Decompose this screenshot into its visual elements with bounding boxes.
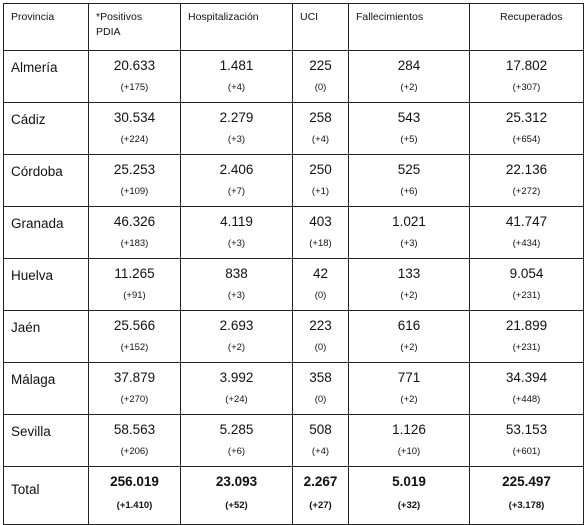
- daily-change: (+6): [400, 186, 418, 197]
- cumulative-value: 2.267: [303, 474, 338, 489]
- cumulative-value: 616: [397, 318, 421, 333]
- cumulative-value: 1.021: [392, 214, 426, 229]
- data-cell: [181, 103, 293, 155]
- data-cell: [89, 259, 181, 311]
- daily-change: (+2): [400, 82, 418, 93]
- data-cell: [349, 259, 470, 311]
- daily-change: (+18): [309, 238, 332, 249]
- data-cell: [293, 415, 349, 467]
- daily-change: (+3): [400, 238, 418, 249]
- data-cell: [470, 415, 584, 467]
- daily-change: (+52): [225, 500, 248, 511]
- cumulative-value: 41.747: [505, 214, 548, 229]
- data-cell: [89, 311, 181, 363]
- daily-change: (0): [314, 82, 327, 93]
- data-cell: [89, 207, 181, 259]
- header-provincia: Provincia: [4, 4, 89, 51]
- daily-change: (+109): [120, 186, 149, 197]
- data-cell: [181, 415, 293, 467]
- data-cell: [181, 363, 293, 415]
- cumulative-value: 5.285: [219, 422, 254, 437]
- daily-change: (+6): [227, 446, 246, 457]
- cumulative-value: 133: [397, 266, 421, 281]
- data-cell: [181, 311, 293, 363]
- daily-change: (0): [314, 394, 327, 405]
- cumulative-value: 838: [225, 266, 248, 281]
- cumulative-value: 225: [309, 58, 332, 73]
- data-cell: [89, 363, 181, 415]
- table-row: [4, 415, 584, 467]
- data-cell: [181, 467, 293, 525]
- table-row: [4, 155, 584, 207]
- daily-change: (+4): [227, 82, 246, 93]
- cumulative-value: 53.153: [505, 422, 548, 437]
- data-cell: [349, 363, 470, 415]
- cumulative-value: 25.253: [113, 162, 156, 177]
- data-cell: [181, 155, 293, 207]
- daily-change: (+2): [400, 290, 418, 301]
- data-cell: [89, 467, 181, 525]
- daily-change: (+448): [512, 394, 541, 405]
- daily-change: (+152): [120, 342, 149, 353]
- cumulative-value: 508: [309, 422, 332, 437]
- daily-change: (+2): [227, 342, 246, 353]
- province-name: Total: [4, 467, 89, 525]
- daily-change: (+3): [227, 290, 246, 301]
- daily-change: (+4): [311, 446, 330, 457]
- cumulative-value: 11.265: [114, 266, 155, 281]
- province-name: Granada: [4, 207, 89, 259]
- header-positivos: *Positivos PDIA: [89, 4, 181, 51]
- covid-table-container: [3, 3, 584, 525]
- data-cell: [181, 51, 293, 103]
- daily-change: (+4): [311, 134, 330, 145]
- daily-change: (+3): [227, 134, 246, 145]
- table-row: [4, 311, 584, 363]
- header-uci: UCI: [293, 4, 349, 51]
- daily-change: (+2): [400, 394, 418, 405]
- province-name: Sevilla: [4, 415, 89, 467]
- cumulative-value: 358: [309, 370, 332, 385]
- daily-change: (+1.410): [116, 500, 153, 511]
- province-name: Cádiz: [4, 103, 89, 155]
- daily-change: (+231): [512, 290, 541, 301]
- cumulative-value: 3.992: [219, 370, 254, 385]
- data-cell: [349, 155, 470, 207]
- daily-change: (+272): [512, 186, 541, 197]
- data-cell: [349, 51, 470, 103]
- cumulative-value: 2.406: [219, 162, 254, 177]
- daily-change: (+2): [400, 342, 418, 353]
- daily-change: (+32): [397, 500, 421, 511]
- cumulative-value: 1.481: [219, 58, 254, 73]
- data-cell: [181, 259, 293, 311]
- table-row: [4, 207, 584, 259]
- data-cell: [470, 155, 584, 207]
- daily-change: (+231): [512, 342, 541, 353]
- daily-change: (+7): [227, 186, 246, 197]
- data-cell: [349, 311, 470, 363]
- data-cell: [470, 259, 584, 311]
- data-cell: [293, 363, 349, 415]
- data-cell: [293, 155, 349, 207]
- cumulative-value: 5.019: [392, 474, 426, 489]
- cumulative-value: 46.326: [113, 214, 156, 229]
- data-cell: [349, 467, 470, 525]
- header-recuperados: Recuperados: [470, 4, 584, 51]
- data-cell: [470, 363, 584, 415]
- cumulative-value: 21.899: [505, 318, 548, 333]
- cumulative-value: 58.563: [113, 422, 156, 437]
- data-cell: [349, 103, 470, 155]
- cumulative-value: 23.093: [215, 474, 258, 489]
- daily-change: (0): [314, 342, 327, 353]
- cumulative-value: 37.879: [113, 370, 156, 385]
- daily-change: (+307): [512, 82, 541, 93]
- daily-change: (+434): [512, 238, 541, 249]
- daily-change: (+224): [120, 134, 149, 145]
- daily-change: (+5): [400, 134, 418, 145]
- cumulative-value: 20.633: [113, 58, 156, 73]
- province-name: Huelva: [4, 259, 89, 311]
- data-cell: [349, 415, 470, 467]
- cumulative-value: 25.566: [113, 318, 156, 333]
- cumulative-value: 225.497: [502, 474, 551, 489]
- daily-change: (+654): [512, 134, 541, 145]
- data-cell: [293, 51, 349, 103]
- daily-change: (+206): [120, 446, 149, 457]
- data-cell: [293, 467, 349, 525]
- cumulative-value: 525: [397, 162, 421, 177]
- cumulative-value: 2.279: [219, 110, 254, 125]
- table-body: [4, 51, 584, 525]
- cumulative-value: 25.312: [505, 110, 548, 125]
- table-row: [4, 259, 584, 311]
- daily-change: (+270): [120, 394, 149, 405]
- data-cell: [470, 207, 584, 259]
- table-row: [4, 103, 584, 155]
- total-row: [4, 467, 584, 525]
- daily-change: (+91): [123, 290, 146, 301]
- data-cell: [293, 259, 349, 311]
- daily-change: (+27): [309, 500, 332, 511]
- data-cell: [470, 467, 584, 525]
- data-cell: [349, 207, 470, 259]
- data-cell: [89, 415, 181, 467]
- data-cell: [89, 51, 181, 103]
- cumulative-value: 4.119: [220, 214, 253, 229]
- province-name: Córdoba: [4, 155, 89, 207]
- cumulative-value: 256.019: [110, 474, 159, 489]
- data-cell: [89, 103, 181, 155]
- data-cell: [293, 207, 349, 259]
- data-cell: [89, 155, 181, 207]
- province-name: Jaén: [4, 311, 89, 363]
- daily-change: (+175): [120, 82, 149, 93]
- daily-change: (+1): [311, 186, 330, 197]
- cumulative-value: 2.693: [219, 318, 254, 333]
- data-cell: [470, 103, 584, 155]
- province-data-table: [3, 3, 584, 525]
- cumulative-value: 250: [309, 162, 332, 177]
- cumulative-value: 284: [397, 58, 421, 73]
- cumulative-value: 771: [397, 370, 421, 385]
- daily-change: (+10): [397, 446, 421, 457]
- cumulative-value: 543: [397, 110, 421, 125]
- daily-change: (+601): [512, 446, 541, 457]
- daily-change: (+3): [227, 238, 246, 249]
- daily-change: (+183): [120, 238, 149, 249]
- cumulative-value: 34.394: [505, 370, 548, 385]
- cumulative-value: 9.054: [509, 266, 544, 281]
- cumulative-value: 17.802: [505, 58, 548, 73]
- cumulative-value: 403: [309, 214, 332, 229]
- data-cell: [293, 103, 349, 155]
- table-row: [4, 363, 584, 415]
- data-cell: [470, 311, 584, 363]
- daily-change: (+24): [225, 394, 248, 405]
- daily-change: (+3.178): [508, 500, 545, 511]
- table-row: [4, 51, 584, 103]
- table-header-row: [4, 4, 584, 51]
- province-name: Almería: [4, 51, 89, 103]
- daily-change: (0): [314, 290, 327, 301]
- header-fallecimientos: Fallecimientos: [349, 4, 470, 51]
- cumulative-value: 42: [312, 266, 329, 281]
- data-cell: [470, 51, 584, 103]
- cumulative-value: 22.136: [505, 162, 548, 177]
- header-hospitalizacion: Hospitalización: [181, 4, 293, 51]
- cumulative-value: 258: [309, 110, 332, 125]
- province-name: Málaga: [4, 363, 89, 415]
- cumulative-value: 1.126: [392, 422, 426, 437]
- data-cell: [181, 207, 293, 259]
- cumulative-value: 30.534: [113, 110, 156, 125]
- data-cell: [293, 311, 349, 363]
- cumulative-value: 223: [309, 318, 332, 333]
